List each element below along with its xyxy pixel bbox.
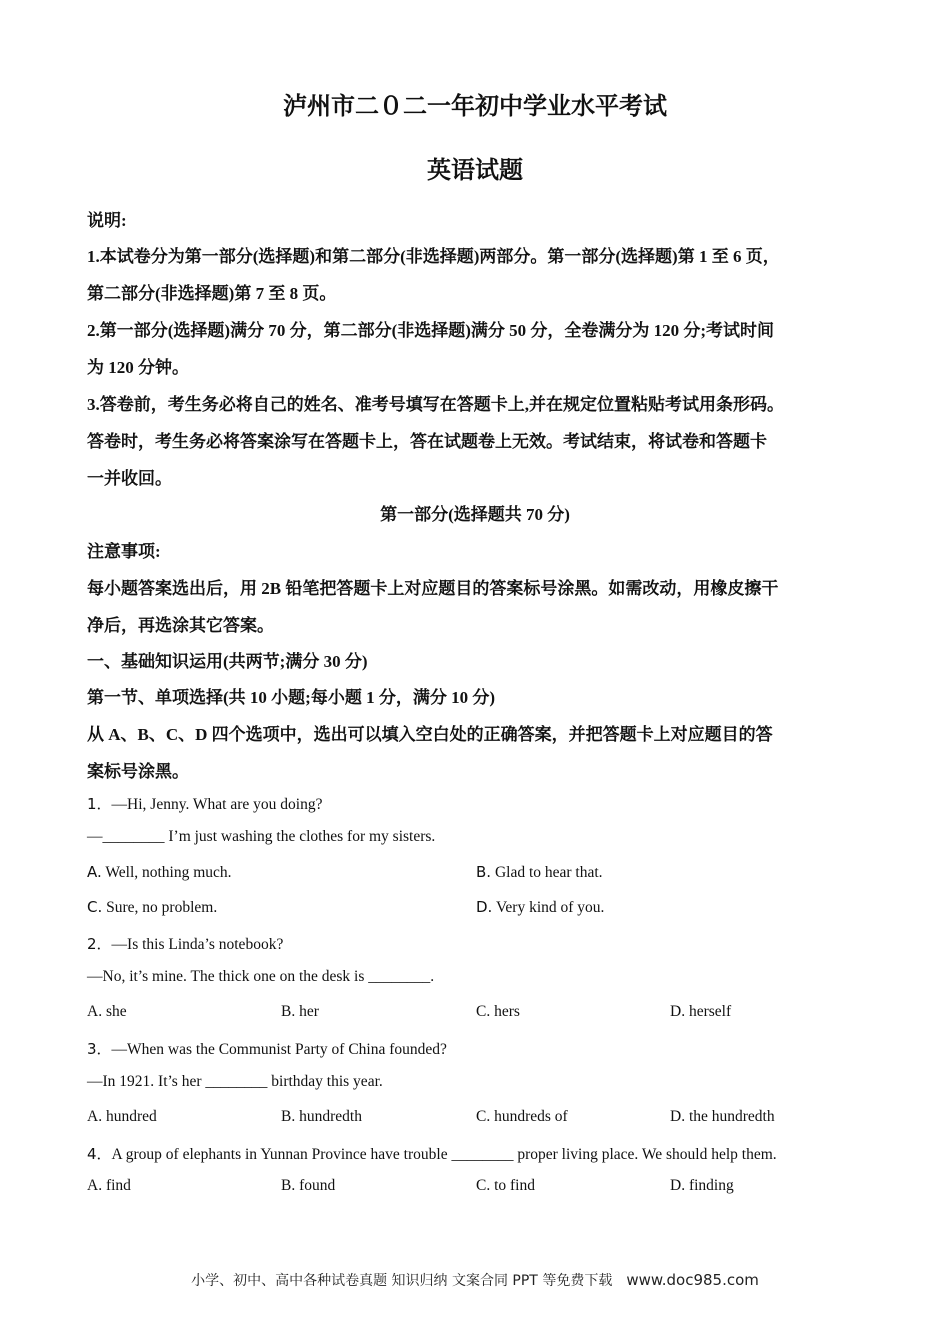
question-1-stem [87, 793, 322, 814]
question-number: 3． [87, 1040, 112, 1058]
part1-heading: 第一部分(选择题共 70 分) [380, 505, 570, 524]
option-text: the hundredth [688, 1108, 775, 1125]
directions-line: 案标号涂黑。 [87, 762, 189, 781]
option-a [87, 1108, 157, 1126]
option-letter: A. [87, 863, 102, 881]
question-text: —When was the Communist Party of China founded? [111, 1041, 447, 1058]
instruction-line: 2.第一部分(选择题)满分 70 分，第二部分(非选择题)满分 50 分，全卷满分为 120 分;考试时间 [87, 321, 775, 340]
option-letter: C. [476, 1108, 491, 1125]
subsection-heading: 第一节、单项选择(共 10 小题;每小题 1 分，满分 10 分) [87, 688, 495, 707]
notes-line: 每小题答案选出后，用 2B 铅笔把答题卡上对应题目的答案标号涂黑。如需改动，用橡皮擦干 [87, 579, 779, 598]
option-b [476, 863, 603, 882]
option-a [87, 863, 232, 882]
footer-text: 小学、初中、高中各种试卷真题 知识归纳 文案合同 PPT 等免费下载 [191, 1273, 613, 1289]
option-letter: A. [87, 1003, 103, 1020]
option-letter: B. [281, 1177, 296, 1194]
option-a [87, 1003, 127, 1021]
option-text: finding [688, 1177, 734, 1194]
option-letter: C. [87, 898, 103, 916]
option-text: Glad to hear that. [494, 864, 603, 881]
option-d [670, 1003, 731, 1021]
option-letter: C. [476, 1003, 491, 1020]
option-letter: A. [87, 1177, 103, 1194]
instructions-label: 说明: [87, 211, 127, 230]
notes-line: 净后，再选涂其它答案。 [87, 616, 274, 635]
question-3-line: —In 1921. It’s her ________ birthday this year. [87, 1073, 383, 1090]
option-text: hundreds of [494, 1108, 568, 1125]
instruction-line: 为 120 分钟。 [87, 358, 189, 377]
option-letter: D. [476, 898, 493, 916]
option-letter: B. [281, 1003, 296, 1020]
instruction-line: 答卷时，考生务必将答案涂写在答题卡上，答在试题卷上无效。考试结束，将试卷和答题卡 [87, 432, 767, 451]
exam-title: 泸州市二０二一年初中学业水平考试 [283, 94, 667, 120]
question-number: 2． [87, 935, 112, 953]
option-text: found [299, 1177, 336, 1194]
option-letter: B. [281, 1108, 296, 1125]
option-text: Very kind of you. [495, 899, 605, 916]
notes-label: 注意事项: [87, 542, 161, 561]
option-text: Well, nothing much. [105, 864, 232, 881]
option-b [281, 1108, 362, 1126]
option-c [476, 1003, 520, 1021]
option-text: to find [494, 1177, 535, 1194]
option-text: hundred [105, 1108, 157, 1125]
option-letter: D. [670, 1177, 686, 1194]
question-3-stem [87, 1038, 447, 1059]
option-b [281, 1003, 319, 1021]
option-d [476, 898, 604, 917]
option-d [670, 1177, 734, 1195]
instruction-line: 第二部分(非选择题)第 7 至 8 页。 [87, 284, 337, 303]
question-text: —Is this Linda’s notebook? [111, 936, 284, 953]
question-1-line: —________ I’m just washing the clothes for my sisters. [87, 828, 436, 845]
footer [0, 1270, 950, 1290]
option-text: find [105, 1177, 131, 1194]
option-d [670, 1108, 775, 1126]
option-c [87, 898, 217, 917]
option-b [281, 1177, 335, 1195]
option-c [476, 1177, 535, 1195]
directions-line: 从 A、B、C、D 四个选项中，选出可以填入空白处的正确答案，并把答题卡上对应题目的答 [87, 725, 773, 744]
instruction-line: 1.本试卷分为第一部分(选择题)和第二部分(非选择题)两部分。第一部分(选择题)第 1 至 6 页， [87, 247, 780, 266]
option-text: hundredth [299, 1108, 362, 1125]
question-2-stem [87, 933, 283, 954]
instruction-line: 3.答卷前，考生务必将自己的姓名、准考号填写在答题卡上,并在规定位置粘贴考试用条形码。 [87, 395, 784, 414]
option-text: Sure, no problem. [106, 899, 218, 916]
question-4-stem [87, 1143, 777, 1164]
option-letter: D. [670, 1003, 686, 1020]
question-text: A group of elephants in Yunnan Province have trouble ________ proper living place. We should help them. [111, 1146, 777, 1163]
option-letter: D. [670, 1108, 686, 1125]
option-letter: B. [476, 863, 492, 881]
option-text: hers [494, 1003, 520, 1020]
footer-url-link[interactable]: www.doc985.com [626, 1271, 759, 1289]
section-heading: 一、基础知识运用(共两节;满分 30 分) [87, 652, 368, 671]
option-text: herself [688, 1003, 732, 1020]
option-letter: C. [476, 1177, 491, 1194]
instruction-line: 一并收回。 [87, 469, 172, 488]
question-number: 4． [87, 1145, 112, 1163]
exam-subtitle: 英语试题 [427, 158, 523, 184]
question-2-line: —No, it’s mine. The thick one on the desk is ________. [87, 968, 435, 985]
question-text: —Hi, Jenny. What are you doing? [111, 796, 323, 813]
option-text: her [299, 1003, 319, 1020]
option-letter: A. [87, 1108, 103, 1125]
question-number: 1． [87, 795, 112, 813]
option-a [87, 1177, 131, 1195]
option-text: she [105, 1003, 127, 1020]
option-c [476, 1108, 568, 1126]
